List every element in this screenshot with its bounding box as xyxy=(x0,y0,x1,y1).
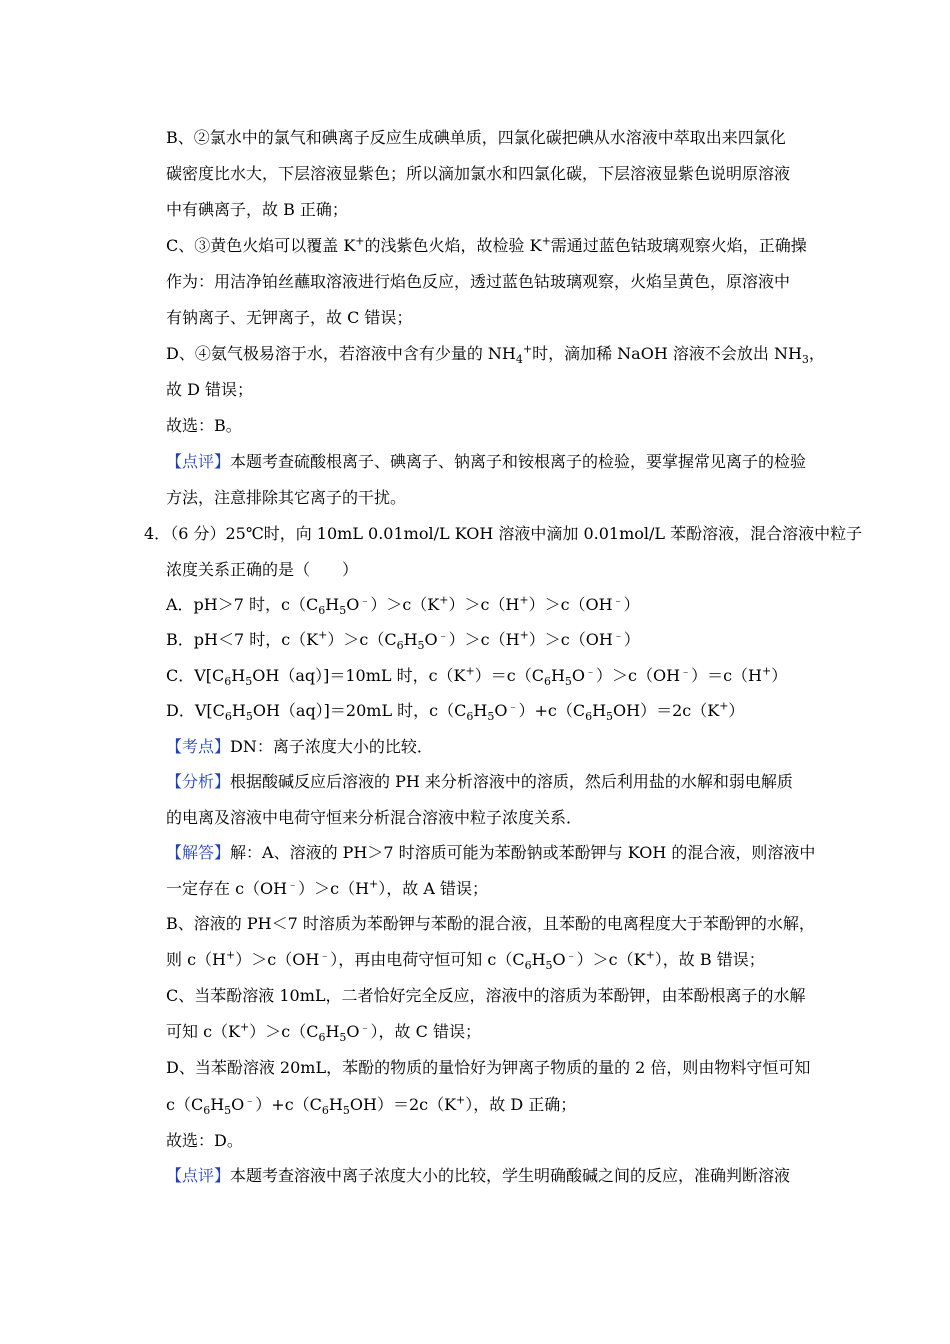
answer-tag: 【解答】 xyxy=(166,843,231,862)
text-line: 【点评】本题考查硫酸根离子、碘离子、钠离子和铵根离子的检验，要掌握常见离子的检验 xyxy=(166,452,807,471)
option-b: B．pH＜7 时，$c(K^+)>c(C_6H_5O^﹣)>c(H^+)>c(OH^﹣)$ xyxy=(166,628,640,653)
text-line: D、当苯酚溶液 20mL，苯酚的物质的量恰好为钾离子物质的量的 2 倍，则由物料守恒可知 xyxy=(166,1058,811,1077)
text-line: C、③黄色火焰可以覆盖 K+的浅紫色火焰，故检验 K+需通过蓝色钴玻璃观察火焰，正确操 xyxy=(166,234,807,255)
option-a: A．pH＞7 时，$c(C_6H_5O^﹣)>c(K^+)>c(H^+)>c(OH^﹣)$ xyxy=(166,593,640,618)
question-4-stem: 4．（6 分）25℃时，向 10mL 0.01mol/L KOH 溶液中滴加 0.01mol/L 苯酚溶液，混合溶液中粒子 xyxy=(144,524,863,543)
text-line: 中有碘离子，故 B 正确； xyxy=(166,200,348,219)
option-d: D．$V[C_6H_5OH(aq)]=20mL$ 时，$c(C_6H_5O^﹣)+c(C_6H_5OH)=2c(K^+)$ xyxy=(166,699,745,724)
text-line: 故选：D。 xyxy=(166,1131,243,1150)
text-line: B、溶液的 PH＜7 时溶质为苯酚钾与苯酚的混合液，且苯酚的电离程度大于苯酚钾的水解， xyxy=(166,914,815,933)
option-c: C．$V[C_6H_5OH(aq)]=10mL$ 时，$c(K^+)=c(C_6H_5O^﹣)>c(OH^﹣)=c(H^+)$ xyxy=(166,664,788,689)
text-line: 【考点】DN：离子浓度大小的比较． xyxy=(166,737,433,756)
text-line: 一定存在 c（OH﹣）＞c（H+），故 A 错误； xyxy=(166,877,488,898)
text-line: 则 c（H+）＞c（OH﹣），再由电荷守恒可知 $c(C_6H_5O^﹣)>c(K^+)$，故 B 错误； xyxy=(166,948,765,973)
text-line: 有钠离子、无钾离子，故 C 错误； xyxy=(166,308,413,327)
text-line: B、②氯水中的氯气和碘离子反应生成碘单质，四氯化碳把碘从水溶液中萃取出来四氯化 xyxy=(166,128,786,147)
analysis-tag: 【分析】 xyxy=(166,772,231,791)
text-line: $c(C_6H_5O^﹣)+c(C_6H_5OH)=2c(K^+)$，故 D 正确； xyxy=(166,1093,577,1118)
text-line: 故选：B。 xyxy=(166,416,242,435)
text-line: 作为：用洁净铂丝蘸取溶液进行焰色反应，透过蓝色钴玻璃观察，火焰呈黄色，原溶液中 xyxy=(166,272,791,291)
text-line: 【解答】解：A、溶液的 PH＞7 时溶质可能为苯酚钠或苯酚钾与 KOH 的混合液，则溶液中 xyxy=(166,843,816,862)
comment-tag: 【点评】 xyxy=(166,1166,231,1185)
comment-tag: 【点评】 xyxy=(166,452,231,471)
key-point-tag: 【考点】 xyxy=(166,737,231,756)
text-line: 的电离及溶液中电荷守恒来分析混合溶液中粒子浓度关系． xyxy=(166,808,583,827)
text-line: 【点评】本题考查溶液中离子浓度大小的比较，学生明确酸碱之间的反应，准确判断溶液 xyxy=(166,1166,791,1185)
text-line: 碳密度比水大，下层溶液显紫色；所以滴加氯水和四氯化碳，下层溶液显紫色说明原溶液 xyxy=(166,164,791,183)
text-line: 故 D 错误； xyxy=(166,380,254,399)
text-line: 【分析】根据酸碱反应后溶液的 PH 来分析溶液中的溶质，然后利用盐的水解和弱电解质 xyxy=(166,772,793,791)
text-line: 可知 $c(K^+)>c(C_6H_5O^﹣)$，故 C 错误； xyxy=(166,1020,481,1045)
text-line: 浓度关系正确的是（ ） xyxy=(166,560,359,579)
text-line: 方法，注意排除其它离子的干扰。 xyxy=(166,488,407,507)
text-line: D、④氨气极易溶于水，若溶液中含有少量的 $NH_4^+$时，滴加稀 NaOH 溶液不会放出 $NH_3$， xyxy=(166,342,825,367)
text-line: C、当苯酚溶液 10mL，二者恰好完全反应，溶液中的溶质为苯酚钾，由苯酚根离子的水解 xyxy=(166,986,806,1005)
